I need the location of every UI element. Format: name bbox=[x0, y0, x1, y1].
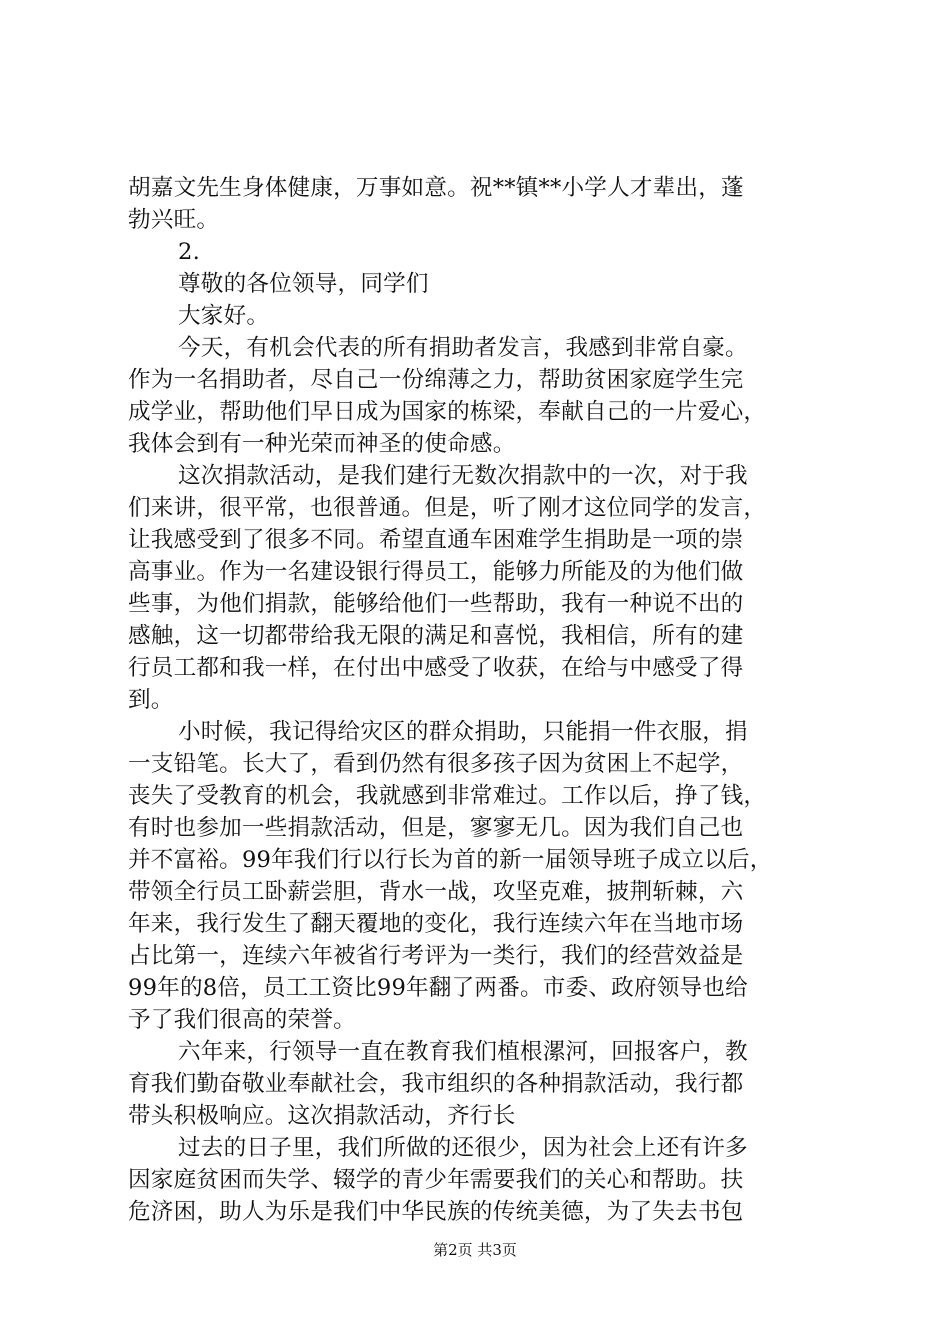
text-line: 胡嘉文先生身体健康，万事如意。祝**镇**小学人才辈出，蓬 bbox=[128, 175, 744, 201]
text-line: 大家好。 bbox=[178, 303, 270, 329]
text-line: 并不富裕。99年我们行以行长为首的新一届领导班子成立以后， bbox=[128, 847, 773, 873]
text-line: 尊敬的各位领导，同学们 bbox=[178, 271, 429, 297]
text-line: 占比第一，连续六年被省行考评为一类行，我们的经营效益是 bbox=[128, 943, 744, 969]
text-line: 们来讲，很平常，也很普通。但是，听了刚才这位同学的发言， bbox=[128, 495, 767, 521]
text-line: 感触，这一切都带给我无限的满足和喜悦，我相信，所有的建 bbox=[128, 623, 744, 649]
document-body bbox=[128, 172, 828, 1228]
text-line: 2. bbox=[178, 239, 200, 265]
text-line: 我体会到有一种光荣而神圣的使命感。 bbox=[128, 431, 516, 457]
text-line: 六年来，行领导一直在教育我们植根漯河，回报客户，教 bbox=[178, 1039, 748, 1065]
text-line: 高事业。作为一名建设银行得员工，能够力所能及的为他们做 bbox=[128, 559, 744, 585]
text-line: 行员工都和我一样，在付出中感受了收获，在给与中感受了得 bbox=[128, 655, 744, 681]
text-line: 99年的8倍，员工工资比99年翻了两番。市委、政府领导也给 bbox=[128, 975, 748, 1001]
text-line: 育我们勤奋敬业奉献社会，我市组织的各种捐款活动，我行都 bbox=[128, 1071, 744, 1097]
text-line: 让我感受到了很多不同。希望直通车困难学生捐助是一项的崇 bbox=[128, 527, 744, 553]
text-line: 过去的日子里，我们所做的还很少，因为社会上还有许多 bbox=[178, 1135, 748, 1161]
text-line: 危济困，助人为乐是我们中华民族的传统美德，为了失去书包 bbox=[128, 1199, 744, 1225]
text-line: 有时也参加一些捐款活动，但是，寥寥无几。因为我们自己也 bbox=[128, 815, 744, 841]
text-line: 些事，为他们捐款，能够给他们一些帮助，我有一种说不出的 bbox=[128, 591, 744, 617]
text-line: 带领全行员工卧薪尝胆，背水一战，攻坚克难，披荆斩棘，六 bbox=[128, 879, 744, 905]
text-line: 今天，有机会代表的所有捐助者发言，我感到非常自豪。 bbox=[178, 335, 748, 361]
text-line: 一支铅笔。长大了，看到仍然有很多孩子因为贫困上不起学， bbox=[128, 751, 744, 777]
text-line: 丧失了受教育的机会，我就感到非常难过。工作以后，挣了钱， bbox=[128, 783, 767, 809]
text-line: 小时候，我记得给灾区的群众捐助，只能捐一件衣服，捐 bbox=[178, 719, 748, 745]
text-line: 这次捐款活动，是我们建行无数次捐款中的一次，对于我 bbox=[178, 463, 748, 489]
page-number-footer: 第2页 共3页 bbox=[433, 1241, 517, 1259]
text-line: 勃兴旺。 bbox=[128, 207, 220, 233]
text-line: 予了我们很高的荣誉。 bbox=[128, 1007, 356, 1033]
text-line: 带头积极响应。这次捐款活动，齐行长 bbox=[128, 1103, 516, 1129]
text-line: 年来，我行发生了翻天覆地的变化，我行连续六年在当地市场 bbox=[128, 911, 744, 937]
text-line: 到。 bbox=[128, 687, 174, 713]
text-line: 成学业，帮助他们早日成为国家的栋梁，奉献自己的一片爱心， bbox=[128, 399, 767, 425]
text-line: 作为一名捐助者，尽自己一份绵薄之力，帮助贫困家庭学生完 bbox=[128, 367, 744, 393]
text-line: 因家庭贫困而失学、辍学的青少年需要我们的关心和帮助。扶 bbox=[128, 1167, 744, 1193]
